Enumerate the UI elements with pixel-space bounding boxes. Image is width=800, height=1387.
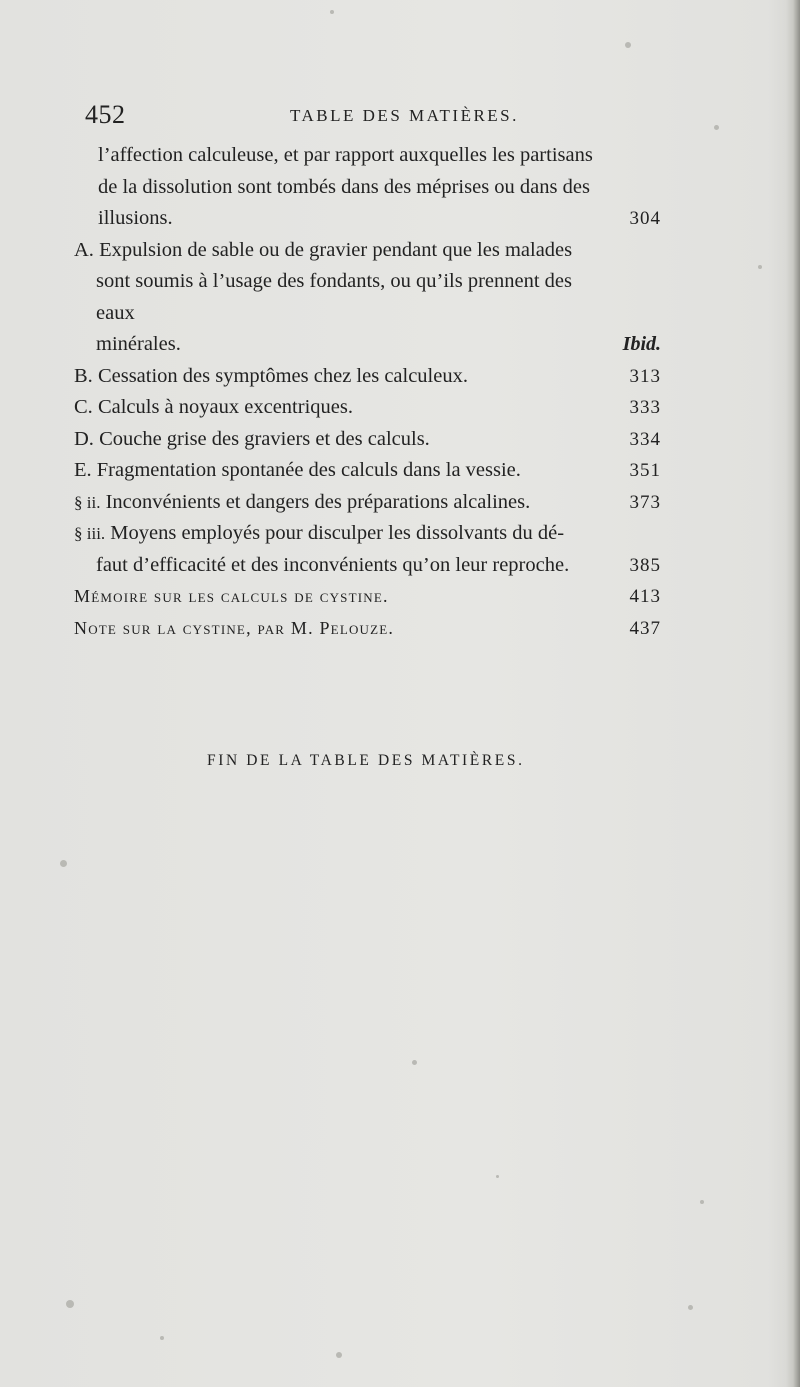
toc-entry	[74, 487, 661, 519]
toc-entry-label: E.	[74, 459, 92, 481]
toc-entry-label: B.	[74, 364, 93, 387]
toc-entry-line: l’affection calculeuse, et par rapport auxquelles les partisans	[98, 144, 593, 166]
toc-entry	[74, 581, 661, 613]
table-of-contents	[74, 140, 661, 644]
toc-page-ref: 373	[629, 491, 661, 513]
toc-entry	[74, 613, 661, 645]
toc-entry	[74, 235, 661, 361]
toc-page-ref: 437	[629, 617, 661, 639]
toc-page-ref: 304	[629, 208, 661, 229]
toc-entry	[74, 361, 661, 393]
page-number: 452	[85, 100, 126, 129]
toc-entry-line: Note sur la cystine, par M. Pelouze.	[74, 617, 395, 638]
closing-line: FIN DE LA TABLE DES MATIÈRES.	[207, 752, 525, 769]
toc-entry-line: Couche grise des graviers et des calculs.	[99, 427, 430, 450]
toc-entry	[98, 140, 661, 235]
toc-entry-line: de la dissolution sont tombés dans des méprises ou dans des	[98, 175, 590, 198]
toc-entry-label: D.	[74, 427, 94, 450]
toc-entry-label: A.	[74, 238, 94, 261]
toc-entry-line: minérales.	[96, 333, 181, 355]
toc-entry-line: sont soumis à l’usage des fondants, ou qu’ils prennent des eaux	[96, 270, 572, 324]
toc-page-ref: Ibid.	[622, 333, 661, 355]
toc-entry	[74, 455, 661, 487]
page-header	[85, 100, 685, 130]
toc-entry-line: illusions.	[98, 207, 173, 229]
toc-page-ref: 333	[629, 397, 661, 418]
toc-entry	[74, 392, 661, 424]
toc-page-ref: 413	[629, 586, 661, 607]
toc-entry-label: C.	[74, 396, 93, 418]
toc-page-ref: 313	[629, 365, 661, 387]
toc-entry	[74, 424, 661, 456]
toc-entry	[74, 518, 661, 581]
toc-page-ref: 385	[629, 554, 661, 576]
toc-entry-label: § ii.	[74, 492, 101, 512]
toc-entry-line: Calculs à noyaux excentriques.	[97, 396, 353, 418]
toc-entry-line: Cessation des symptômes chez les calculeux.	[97, 364, 468, 387]
toc-entry-line: Mémoire sur les calculs de cystine.	[74, 586, 389, 606]
toc-entry-line: Expulsion de sable ou de gravier pendant que les malades	[99, 238, 573, 261]
toc-page-ref: 351	[629, 460, 661, 481]
running-title: TABLE DES MATIÈRES.	[290, 106, 519, 125]
toc-page-ref: 334	[629, 428, 661, 450]
toc-entry-line: faut d’efficacité et des inconvénients qu’on leur reproche.	[96, 553, 570, 576]
toc-entry-line: Fragmentation spontanée des calculs dans la vessie.	[96, 459, 521, 481]
toc-entry-line: Moyens employés pour disculper les dissolvants du dé-	[110, 522, 565, 544]
toc-entry-label: § iii.	[74, 524, 106, 543]
toc-entry-line: Inconvénients et dangers des préparations alcalines.	[105, 490, 531, 513]
page-edge-shadow	[786, 0, 800, 1387]
